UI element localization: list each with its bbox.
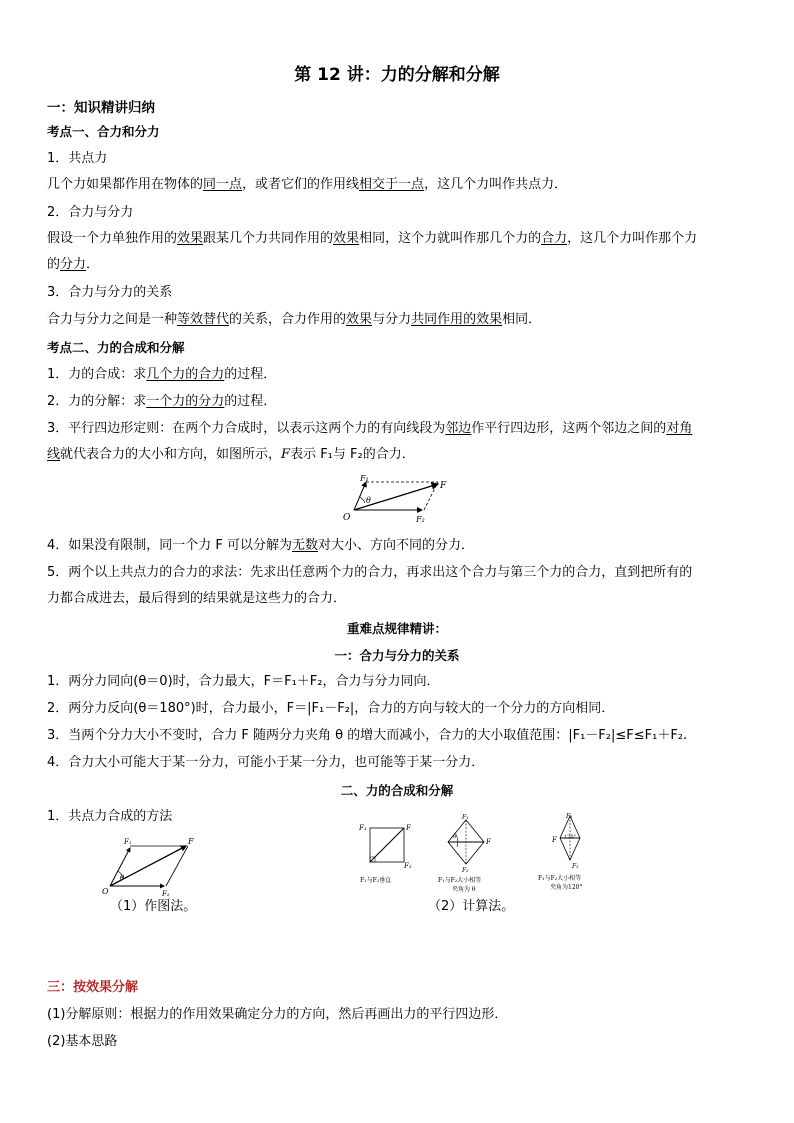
fig3c-caption-b: 夹角为120° (550, 884, 583, 891)
caption-calculation: （2）计算法。 (428, 899, 515, 914)
rules-sub2: 二、力的合成和分解 (340, 783, 454, 798)
rule-4: 4．合力大小可能大于某一分力，可能小于某一分力，也可能等于某一分力． (47, 755, 485, 770)
fig3a-label-f2: F₂ (404, 862, 412, 870)
kp2-item1: 1．力的合成：求几个力的合力的过程． (47, 367, 277, 382)
rules-heading: 重难点规律精讲： (346, 621, 447, 636)
fig3b-caption-a: F₁与F₂大小相等 (438, 877, 482, 884)
kp1-item3-text: 合力与分力之间是一种等效替代的关系，合力作用的效果与分力共同作用的效果相同． (47, 312, 542, 327)
fig1-label-f: F (440, 481, 447, 491)
fig2-label-f: F (188, 837, 194, 846)
kp2-item5: 5．两个以上共点力的合力的求法：先求出任意两个力的合力，再求出这个合力与第三个力的合力，直到把所有的 (47, 565, 693, 580)
fig3c-label-f1: F₁ (566, 813, 573, 820)
rule-1: 1．两分力同向(θ＝0)时，合力最大，F＝F₁＋F₂，合力与分力同向． (47, 674, 440, 689)
fig3c-label-f: F (552, 836, 557, 844)
kp2-item2: 2．力的分解：求一个力的分力的过程． (47, 394, 277, 409)
kp1-item2-label: 2．合力与分力 (47, 205, 134, 220)
fig3c-label-f2: F₂ (572, 863, 579, 870)
page-title: 第 12 讲：力的分解和分解 (294, 65, 500, 85)
caption-graphical: （1）作图法。 (110, 899, 197, 914)
kp2-item5-cont: 力都合成进去，最后得到的结果就是这些力的合力． (47, 591, 347, 606)
perpendicular-figure (356, 818, 416, 888)
fig2-label-f1: F₁ (124, 838, 132, 846)
fig3b-caption-b: 夹角为 θ (452, 886, 476, 893)
fig1-label-o: O (343, 513, 351, 523)
method-label: 1．共点力合成的方法 (47, 809, 173, 824)
fig3a-label-f1: F₁ (359, 824, 367, 832)
fig2-label-f2: F₂ (162, 890, 170, 898)
fig1-label-f2: F₂ (416, 515, 425, 524)
graphical-method-figure (100, 832, 210, 898)
fig2-label-theta: θ (120, 874, 125, 882)
fig3b-label-f: F (486, 838, 491, 846)
kp1-item1-label: 1．共点力 (47, 151, 108, 166)
section-heading-knowledge: 一：知识精讲归纳 (47, 100, 155, 116)
fig2-label-o: O (102, 887, 109, 896)
fig1-f1-vector (354, 482, 366, 510)
kp2-item3-cont: 线就代表合力的大小和方向，如图所示，F表示 F₁与 F₂的合力． (47, 447, 415, 462)
equal-angle-figure (436, 814, 500, 896)
kp1-item1-text: 几个力如果都作用在物体的同一点，或者它们的作用线相交于一点，这几个力叫作共点力． (47, 177, 568, 192)
kp2-heading: 考点二、力的合成和分解 (47, 340, 185, 355)
parallelogram-figure (340, 470, 460, 528)
fig3b-label-f2: F₂ (462, 867, 469, 874)
kp1-item2-text: 假设一个力单独作用的效果跟某几个力共同作用的效果相同，这个力就叫作那几个力的合力，这几个力叫作那个力 (47, 231, 698, 246)
fig3c-caption-a: F₁与F₂大小相等 (538, 875, 582, 882)
rule-3: 3．当两个分力大小不变时，合力 F 随两分力夹角 θ 的增大而减小，合力的大小取值范围：|F₁－F₂|≤F≤F₁＋F₂. (47, 728, 688, 743)
kp2-item3: 3．平行四边形定则：在两个力合成时，以表示这两个力的有向线段为邻边作平行四边形，这两个邻边之间的对角 (47, 421, 693, 436)
fig1-label-f1: F₁ (360, 474, 369, 483)
kp1-heading: 考点一、合力和分力 (47, 124, 160, 139)
kp1-item3-label: 3．合力与分力的关系 (47, 285, 173, 300)
equal-120-figure (536, 812, 606, 898)
rules-sub1: 一：合力与分力的关系 (334, 648, 460, 663)
fig3a-label-f: F (406, 824, 411, 832)
fig3b-label-theta: θ (453, 833, 457, 840)
kp2-item4: 4．如果没有限制，同一个力 F 可以分解为无数对大小、方向不同的分力． (47, 538, 475, 553)
section3-heading: 三：按效果分解 (47, 980, 139, 995)
fig1-label-theta: θ (366, 496, 371, 505)
kp1-item2-text-cont: 的分力． (47, 257, 100, 272)
section3-line1: (1)分解原则：根据力的作用效果确定分力的方向，然后再画出力的平行四边形． (47, 1007, 508, 1022)
fig3a-caption: F₁与F₂垂直 (360, 877, 392, 884)
section3-line2: (2)基本思路 (47, 1034, 118, 1049)
fig3b-label-f1: F₁ (462, 814, 469, 821)
fig3c-label-angle: 120° (564, 834, 577, 840)
rule-2: 2．两分力反向(θ＝180°)时，合力最小，F＝|F₁－F₂|，合力的方向与较大的一个分力的方向相同． (47, 701, 615, 716)
